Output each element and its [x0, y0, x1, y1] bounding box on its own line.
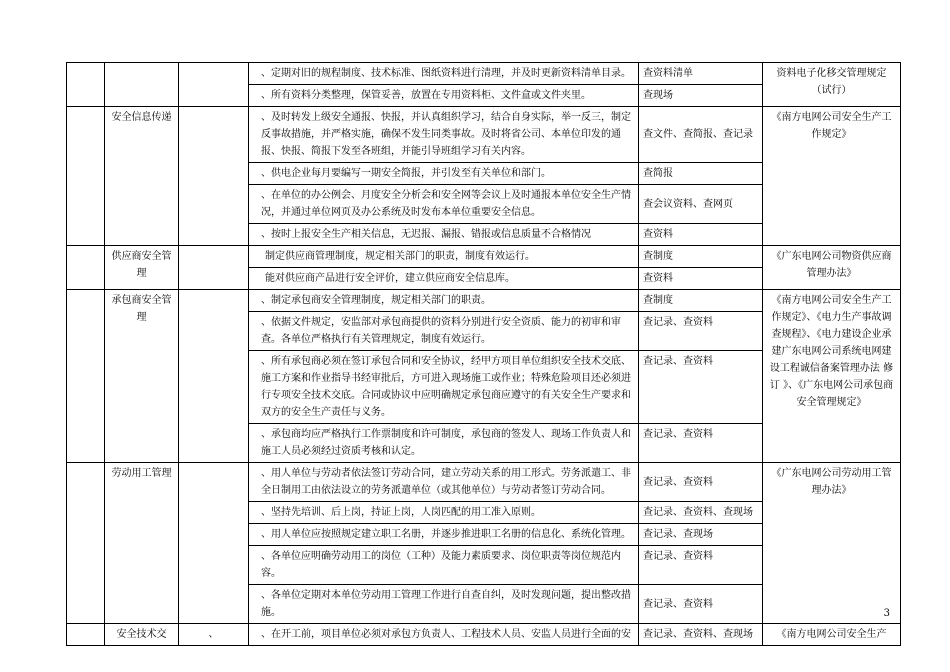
method-cell: 查记录、查资料 — [639, 546, 763, 585]
method-cell: 查会议资料、查网页 — [639, 185, 763, 224]
basis-cell: 《南方电网公司安全生产工作规定》 — [763, 107, 901, 246]
page-number: 3 — [883, 608, 890, 619]
blank-cell — [67, 246, 105, 290]
blank-cell — [67, 624, 105, 646]
method-cell: 查简报 — [639, 163, 763, 185]
category-cell: 劳动用工管理 — [105, 463, 179, 624]
requirement-cell: 、在单位的办公例会、月度安全分析会和安全网等会议上及时通报本单位安全生产情况，并通过单位网页及办公系统及时发布本单位重要安全信息。 — [249, 185, 639, 224]
table-row — [67, 63, 901, 85]
blank-cell — [179, 463, 249, 624]
method-cell: 查记录、查资料 — [639, 463, 763, 502]
blank-cell — [179, 290, 249, 463]
table-row — [67, 107, 901, 163]
requirement-cell: 、供电企业每月要编写一期安全简报，并引发至有关单位和部门。 — [249, 163, 639, 185]
requirement-cell: 、用人单位应按照规定建立职工名册，并逐步推进职工名册的信息化、系统化管理。 — [249, 524, 639, 546]
basis-cell: 《南方电网公司安全生产 — [763, 624, 901, 646]
method-cell: 查现场 — [639, 85, 763, 107]
method-cell: 查资料 — [639, 224, 763, 246]
method-cell: 查记录、查资料 — [639, 351, 763, 424]
category-cell: 安全技术交 — [105, 624, 179, 646]
blank-cell — [67, 107, 105, 246]
category-cell: 安全信息传递 — [105, 107, 179, 246]
method-cell: 查记录、查资料 — [639, 585, 763, 624]
table-row — [67, 624, 901, 646]
basis-cell: 《南方电网公司安全生产工作规定》、《电力生产事故调查规程》、《电力建设企业承建广东电网公司系统电网建设工程诚信备案管理办法 修订 》、《广东电网公司承包商安全管理规定》 — [763, 290, 901, 463]
requirement-cell: 、各单位应明确劳动用工的岗位（工种）及能力素质要求、岗位职责等岗位规范内容。 — [249, 546, 639, 585]
method-cell: 查记录、查资料 — [639, 312, 763, 351]
method-cell: 查文件、查简报、查记录 — [639, 107, 763, 163]
requirement-cell: 、在开工前，项目单位必须对承包方负责人、工程技术人员、安监人员进行全面的安 — [249, 624, 639, 646]
method-cell: 查记录、查资料、查现场 — [639, 624, 763, 646]
requirement-cell: 、及时转发上级安全通报、快报，并认真组织学习，结合自身实际，举一反三，制定反事故措施，并严格实施，确保不发生同类事故。及时将省公司、本单位印发的通报、快报、简报下发至各班组，并能引导班组学习有关内容。 — [249, 107, 639, 163]
requirement-cell: 、定期对旧的规程制度、技术标准、图纸资料进行清理，并及时更新资料清单目录。 — [249, 63, 639, 85]
method-cell: 查制度 — [639, 290, 763, 312]
marker-cell: 、 — [179, 624, 249, 646]
requirement-cell: 、按时上报安全生产相关信息，无迟报、漏报、错报或信息质量不合格情况 — [249, 224, 639, 246]
requirement-cell: 能对供应商产品进行安全评价，建立供应商安全信息库。 — [249, 268, 639, 290]
basis-cell: 资料电子化移交管理规定（试行） — [763, 63, 901, 107]
method-cell: 查资料清单 — [639, 63, 763, 85]
safety-inspection-table — [66, 62, 901, 646]
requirement-cell: 、用人单位与劳动者依法签订劳动合同，建立劳动关系的用工形式。劳务派遣工、非全日制用工由依法设立的劳务派遣单位（或其他单位）与劳动者签订劳动合同。 — [249, 463, 639, 502]
category-cell: 供应商安全管理 — [105, 246, 179, 290]
requirement-cell: 、所有承包商必须在签订承包合同和安全协议，经甲方项目单位组织安全技术交底、施工方案和作业指导书经审批后，方可进入现场施工或作业；特殊危险项目还必须进行专项安全技术交底。合同或协议中应明确规定承包商应遵守的有关安全生产要求和双方的安全生产责任与义务。 — [249, 351, 639, 424]
basis-cell: 《广东电网公司物资供应商管理办法》 — [763, 246, 901, 290]
table-row — [67, 246, 901, 268]
category-cell: 承包商安全管理 — [105, 290, 179, 463]
category-cell — [105, 63, 179, 107]
requirement-cell: 、所有资料分类整理，保管妥善，放置在专用资料柜、文件盒或文件夹里。 — [249, 85, 639, 107]
requirement-cell: 、各单位定期对本单位劳动用工管理工作进行自查自纠，及时发现问题，提出整改措施。 — [249, 585, 639, 624]
requirement-cell: 、坚持先培训、后上岗，持证上岗，人岗匹配的用工准入原则。 — [249, 502, 639, 524]
blank-cell — [179, 107, 249, 246]
method-cell: 查资料 — [639, 268, 763, 290]
blank-cell — [179, 246, 249, 290]
blank-cell — [67, 63, 105, 107]
blank-cell — [179, 63, 249, 107]
table-row — [67, 290, 901, 312]
basis-cell: 《广东电网公司劳动用工管理办法》 — [763, 463, 901, 624]
requirement-cell: 制定供应商管理制度，规定相关部门的职责，制度有效运行。 — [249, 246, 639, 268]
table-row — [67, 463, 901, 502]
blank-cell — [67, 290, 105, 463]
method-cell: 查记录、查资料 — [639, 424, 763, 463]
method-cell: 查记录、查资料、查现场 — [639, 502, 763, 524]
method-cell: 查记录、查现场 — [639, 524, 763, 546]
requirement-cell: 、依据文件规定，安监部对承包商提供的资料分别进行安全资质、能力的初审和审查。各单位严格执行有关管理规定，制度有效运行。 — [249, 312, 639, 351]
requirement-cell: 、承包商均应严格执行工作票制度和许可制度，承包商的签发人、现场工作负责人和施工人员必须经过资质考核和认定。 — [249, 424, 639, 463]
method-cell: 查制度 — [639, 246, 763, 268]
blank-cell — [67, 463, 105, 624]
requirement-cell: 、制定承包商安全管理制度，规定相关部门的职责。 — [249, 290, 639, 312]
